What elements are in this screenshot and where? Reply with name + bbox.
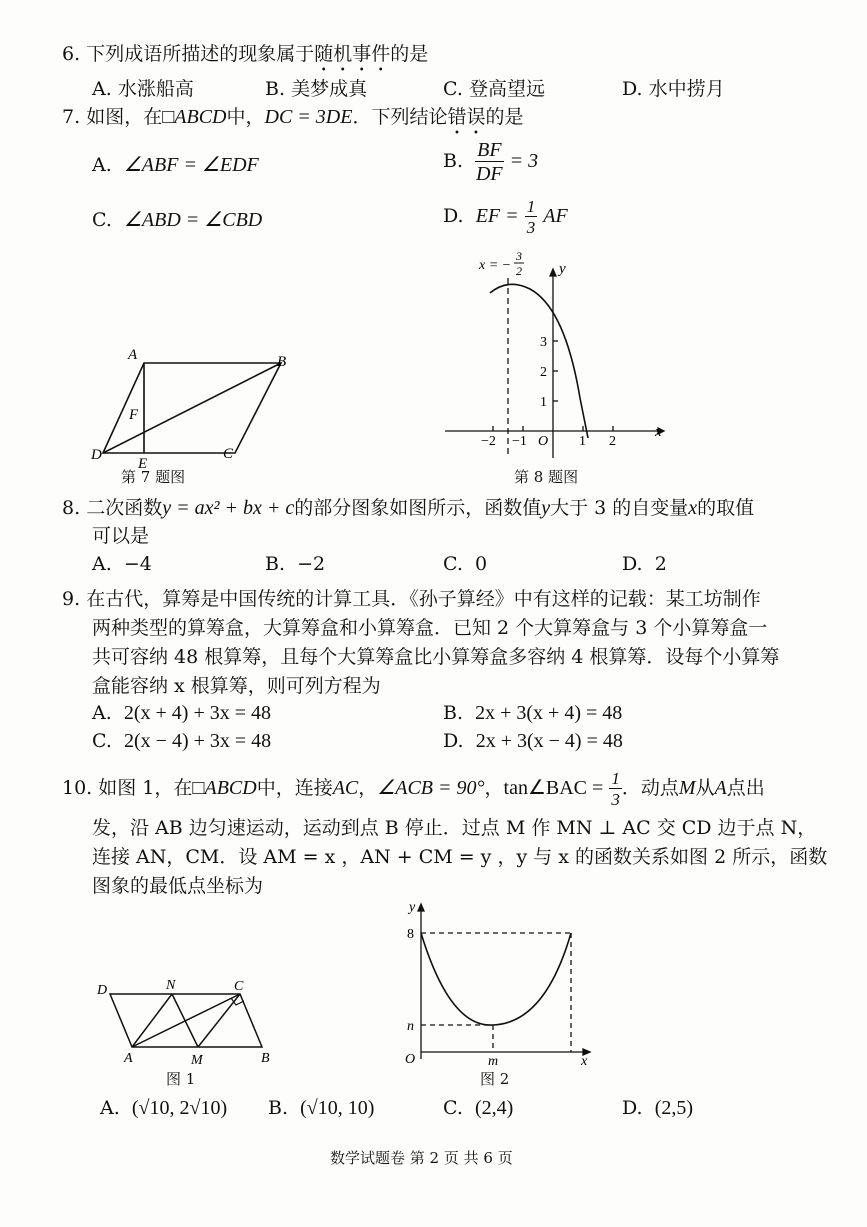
q7-parallelogram: □ABCD [162,106,227,128]
q9-option-c[interactable] [92,730,271,753]
q6-option-d[interactable] [622,74,725,101]
q7-label-f: F [129,407,139,423]
q6-option-d-label: D. [622,78,643,100]
q8-option-c-text: 0 [475,553,488,575]
q8-option-b[interactable] [265,553,325,575]
q10-fig2-label-y: y [409,900,416,915]
q8-stem-b: 的部分图象如图所示，函数值 [294,497,542,519]
q8-ytick-2: 2 [540,365,547,380]
q6-stem-text: 下列成语所描述的现象属于 [86,43,315,65]
q10-fig2-label-8: 8 [407,927,414,942]
q8-symmetry-num: 3 [516,249,522,263]
q7-stem-d: 的是 [485,106,524,128]
q7-stem [62,103,524,139]
q7-option-a-text: ∠ABF = ∠EDF [123,154,259,176]
q9-number: 9. [62,588,81,610]
q8-var-y: y [541,497,551,519]
q7-option-d-numerator: 1 [526,197,536,216]
q7-option-a-label: A. [92,154,112,176]
q8-y-arrow [550,269,556,276]
q10-line1-f: 从 [695,777,715,799]
q6-option-a-label: A. [92,78,112,100]
q8-figure [440,248,675,468]
q9-option-b-label: B. [443,702,464,724]
q8-option-a-label: A. [92,553,112,575]
q8-option-d-text: 2 [654,553,667,575]
q8-ytick-1: 1 [540,395,547,410]
q10-line4: 图象的最低点坐标为 [92,875,264,897]
q8-figure-caption: 第 8 题图 [514,468,579,486]
q10-option-c-text: (2,4) [475,1097,514,1119]
q7-number: 7. [62,106,81,128]
q10-option-b-text: (√10, 10) [300,1097,375,1119]
q9-option-c-label: C. [92,730,112,752]
q9-option-a[interactable] [92,702,271,725]
q10-option-a[interactable] [100,1097,227,1120]
q6-emphasis: 随机事件 [314,43,391,65]
q7-figure [85,340,300,485]
q8-stem [62,494,754,522]
q10-figure2-caption: 图 2 [480,1070,510,1088]
q7-stem-c: ．下列结论 [352,106,448,128]
q7-option-c-text: ∠ABD = ∠CBD [124,209,263,231]
q7-label-e: E [138,456,148,472]
q10-option-d[interactable] [622,1097,693,1120]
q10-fig2-label-x: x [581,1054,588,1068]
q10-option-b[interactable] [268,1097,374,1120]
q10-option-d-text: (2,5) [654,1097,694,1119]
q10-segment-mn [172,994,198,1047]
q7-option-c-label: C. [92,209,112,231]
q7-label-c: C [223,446,234,462]
q10-fig2-y-arrow [418,904,424,911]
q7-label-b: B [277,354,287,370]
q7-option-c[interactable] [92,207,262,232]
q8-option-b-text: −2 [297,553,326,575]
q8-option-c-label: C. [443,553,463,575]
q6-option-b-text: 美梦成真 [291,78,368,100]
q10-option-b-label: B. [268,1097,289,1119]
q8-xtick-neg2: −2 [481,434,496,449]
q8-option-d-label: D. [622,553,643,575]
q8-option-a[interactable] [92,553,152,575]
q10-line1-b: 中，连接 [256,777,333,799]
q6-number: 6. [62,43,81,65]
q8-symmetry-den: 2 [516,264,522,278]
q10-line1 [62,770,765,808]
q9-line2: 两种类型的算筹盒，大算筹盒和小算筹盒．已知 2 个大算筹盒与 3 个小算筹盒一 [92,617,768,639]
q10-line1-g: 点出 [726,777,765,799]
q10-fig1-label-a: A [124,1051,133,1066]
q10-line1-d: ， [484,777,504,799]
q7-option-b-label: B. [443,150,464,172]
q10-fig1-label-m: M [191,1053,203,1068]
q8-xtick-1: 1 [579,434,586,449]
q9-line1 [62,585,761,613]
q6-option-c[interactable] [443,74,545,101]
q9-option-c-text: 2(x − 4) + 3x = 48 [124,730,272,752]
q7-option-d-head: EF = [475,205,519,227]
q10-segment-ac [132,994,240,1047]
q10-number: 10. [62,777,93,799]
q8-stem-a: 二次函数 [86,497,163,519]
q10-fig1-label-d: D [97,983,108,998]
q9-option-d-label: D. [443,730,464,752]
q7-option-b[interactable] [443,140,538,184]
q7-stem-b: 中， [226,106,265,128]
q6-option-c-label: C. [443,78,463,100]
q8-ytick-3: 3 [540,335,547,350]
q10-segment-an [132,994,172,1047]
q10-option-c-label: C. [443,1097,463,1119]
q9-line4: 盒能容纳 x 根算筹，则可列方程为 [92,675,381,697]
q10-option-a-label: A. [100,1097,120,1119]
q10-option-a-text: (√10, 2√10) [131,1097,228,1119]
q10-parallelogram: □ABCD [192,777,257,799]
q9-line1-text: 在古代，算筹是中国传统的计算工具．《孙子算经》中有这样的记载：某工坊制作 [86,588,761,610]
q10-option-c[interactable] [443,1097,513,1120]
q10-tan-fraction [609,770,622,808]
q6-stem-end: 的是 [390,43,429,65]
q8-stem-d: 的取值 [697,497,755,519]
q8-xtick-neg1: −1 [512,434,527,449]
q9-option-b-text: 2x + 3(x + 4) = 48 [475,702,623,724]
q6-option-a[interactable] [92,74,194,101]
q7-option-b-fraction [475,140,503,184]
q10-fig2-label-m: m [488,1054,499,1068]
q8-stem-c: 大于 3 的自变量 [550,497,689,519]
q10-fig2-label-n: n [407,1019,414,1034]
q8-symmetry-head: x = − [479,258,512,273]
q7-option-d-label: D. [443,205,464,227]
q8-xtick-2: 2 [609,434,616,449]
q8-y-label: y [559,261,566,277]
q9-line3: 共可容纳 48 根算筹，且每个大算筹盒比小算筹盒多容纳 4 根算筹．设每个小算筹 [92,646,780,668]
q10-line3: 连接 AN，CM．设 AM = x ，AN + CM = y ，y 与 x 的函数关系如图 2 所示，函数 [92,846,828,868]
q10-fig2-curve [421,933,571,1025]
q8-parabola [490,284,588,438]
page-footer: 数学试题卷 第 2 页 共 6 页 [330,1149,513,1167]
q10-tan-denominator: 3 [611,790,620,809]
q10-line1-e: ．动点 [621,777,679,799]
q10-tan: tan∠BAC = [503,777,604,799]
q7-option-b-denominator: DF [475,163,503,185]
q7-emphasis: 错误 [447,106,486,128]
q10-figure1-caption: 图 1 [166,1070,196,1088]
q10-tan-numerator: 1 [611,769,620,788]
q7-option-d[interactable] [443,198,568,236]
q10-fig1-label-b: B [261,1051,270,1066]
q8-number: 8. [62,497,81,519]
q6-option-b[interactable] [265,74,367,101]
q9-option-a-text: 2(x + 4) + 3x = 48 [123,702,272,724]
q10-line1-a: 如图 1，在 [98,777,193,799]
q9-option-d-text: 2x + 3(x − 4) = 48 [475,730,623,752]
q7-option-d-fraction [525,198,538,236]
q7-option-b-tail: = 3 [509,150,539,172]
q7-option-d-denominator: 3 [526,218,536,237]
q10-ac: AC [332,777,359,799]
q10-fig1-label-n: N [166,978,176,993]
q8-equation: y = ax² + bx + c [162,497,295,519]
q8-option-a-text: −4 [123,553,152,575]
q8-x-label: x [655,424,662,440]
q10-figure2 [395,893,605,1068]
q8-stem-line2: 可以是 [92,525,150,547]
q8-option-c[interactable] [443,553,487,575]
q10-a: A [714,777,727,799]
q7-option-a[interactable] [92,152,259,177]
q8-option-d[interactable] [622,553,667,575]
q8-origin: O [538,434,549,449]
q10-line2: 发，沿 AB 边匀速运动，运动到点 B 停止．过点 M 作 MN ⊥ AC 交 CD 边于点 N， [92,817,817,839]
q10-line1-c: ， [358,777,378,799]
q7-label-a: A [128,347,138,363]
q9-option-b[interactable] [443,702,622,725]
q7-label-d: D [91,447,102,463]
q6-stem [62,40,428,76]
q6-option-a-text: 水涨船高 [117,78,194,100]
q10-option-d-label: D. [622,1097,643,1119]
q10-angle: ∠ACB = 90° [377,777,485,799]
q7-option-b-numerator: BF [477,139,502,161]
q7-equation: DC = 3DE [264,106,353,128]
q10-fig1-label-c: C [234,979,244,994]
q10-m: M [678,777,696,799]
q7-stem-a: 如图，在 [86,106,163,128]
q6-option-c-text: 登高望远 [468,78,545,100]
q9-option-d[interactable] [443,730,623,753]
q7-option-d-tail: AF [543,205,568,227]
q10-fig2-label-o: O [405,1052,416,1067]
q9-option-a-label: A. [92,702,112,724]
q8-option-b-label: B. [265,553,286,575]
q6-option-d-text: 水中捞月 [648,78,725,100]
q8-var-x: x [688,497,698,519]
q10-figure1 [90,970,290,1070]
q6-option-b-label: B. [265,78,286,100]
q7-figure-caption: 第 7 题图 [121,468,186,486]
